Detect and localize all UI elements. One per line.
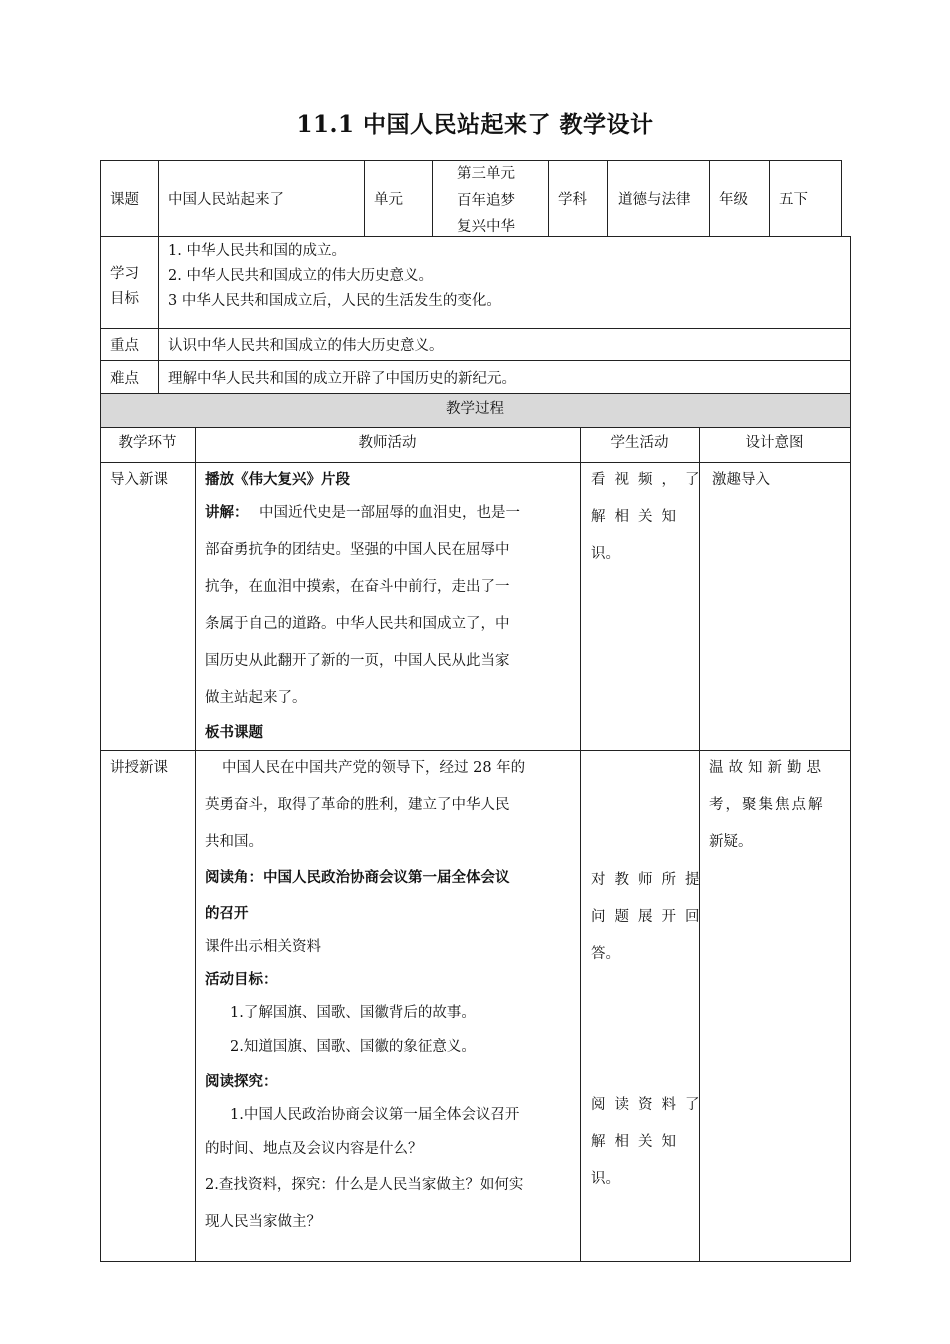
difficulty-label: 难点 [110, 371, 139, 387]
unit-label: 单元 [374, 192, 403, 208]
key-point-label: 重点 [110, 338, 139, 354]
lecture-teacher-line: 1.了解国旗、国歌、国徽背后的故事。 [230, 1005, 476, 1021]
lecture-intent-line: 温故知新勤思 [709, 760, 826, 776]
objective-item: 2. 中华人民共和国成立的伟大历史意义。 [168, 268, 433, 284]
lecture-student-line: 对教师所提 [591, 872, 709, 888]
intro-student-line: 解相关知 [591, 509, 685, 525]
difficulty-value: 理解中华人民共和国的成立开辟了中国历史的新纪元。 [168, 371, 516, 387]
lecture-teacher-line: 现人民当家做主？ [205, 1214, 321, 1230]
intro-student-line: 看视频，了 [591, 472, 709, 488]
lecture-teacher-line: 英勇奋斗，取得了革命的胜利，建立了中华人民 [205, 797, 510, 813]
lecture-teacher-line: 2.查找资料，探究：什么是人民当家做主？如何实 [205, 1177, 524, 1193]
grade-label: 年级 [719, 192, 748, 208]
lecture-intent-line: 新疑。 [709, 834, 753, 850]
intro-teacher-line: 讲解： [205, 504, 249, 521]
intro-teacher-line: 条属于自己的道路。中华人民共和国成立了，中 [205, 616, 510, 632]
intro-teacher-line: 中国近代史是一部屈辱的血泪史，也是一 [259, 505, 520, 521]
lecture-student-line: 问题展开回 [591, 909, 709, 925]
lesson-value: 中国人民站起来了 [168, 192, 284, 208]
lecture-teacher-line: 1.中国人民政治协商会议第一届全体会议召开 [230, 1107, 520, 1123]
lecture-student-line: 识。 [591, 1171, 620, 1187]
column-header-intent: 设计意图 [745, 435, 804, 451]
intro-intent: 激趣导入 [712, 472, 770, 488]
intro-teacher-line: 播放《伟大复兴》片段 [205, 471, 350, 488]
intro-stage: 导入新课 [110, 472, 168, 488]
lecture-stage: 讲授新课 [110, 760, 168, 776]
lesson-label: 课题 [110, 192, 139, 208]
lecture-teacher-line: 阅读角：中国人民政治协商会议第一届全体会议 [205, 869, 510, 886]
unit-value-line-3: 复兴中华 [457, 219, 515, 235]
lecture-teacher-line: 的召开 [205, 905, 249, 922]
objectives-label-line-2: 目标 [110, 291, 139, 307]
lecture-teacher-line: 活动目标： [205, 971, 278, 988]
lecture-teacher-line: 中国人民在中国共产党的领导下，经过 28 年的 [222, 760, 526, 776]
lecture-student-line: 答。 [591, 946, 620, 962]
intro-teacher-line: 板书课题 [205, 724, 263, 741]
unit-value-line-1: 第三单元 [457, 166, 515, 182]
lecture-intent-line: 考，聚集焦点解 [709, 797, 825, 813]
intro-student-line: 识。 [591, 546, 620, 562]
unit-value-line-2: 百年追梦 [457, 193, 515, 209]
lecture-student-line: 阅读资料了 [591, 1097, 709, 1113]
subject-label: 学科 [558, 192, 587, 208]
column-header-stage: 教学环节 [118, 435, 177, 451]
intro-teacher-line: 国历史从此翻开了新的一页，中国人民从此当家 [205, 653, 510, 669]
subject-value: 道德与法律 [618, 192, 691, 208]
intro-teacher-line: 做主站起来了。 [205, 690, 307, 706]
lecture-teacher-line: 的时间、地点及会议内容是什么？ [205, 1141, 423, 1157]
lecture-teacher-line: 课件出示相关资料 [205, 939, 321, 955]
lecture-teacher-line: 阅读探究： [205, 1073, 278, 1090]
intro-teacher-line: 部奋勇抗争的团结史。坚强的中国人民在屈辱中 [205, 542, 510, 558]
lecture-teacher-line: 2.知道国旗、国歌、国徽的象征意义。 [230, 1039, 476, 1055]
document-title: 11.1 中国人民站起来了 教学设计 [296, 111, 654, 138]
lecture-teacher-line: 共和国。 [205, 834, 263, 850]
column-header-student: 学生活动 [610, 435, 669, 451]
lecture-student-line: 解相关知 [591, 1134, 685, 1150]
intro-teacher-line: 抗争，在血泪中摸索，在奋斗中前行，走出了一 [205, 579, 510, 595]
grade-value: 五下 [779, 192, 808, 208]
process-header: 教学过程 [446, 401, 504, 417]
column-header-teacher: 教师活动 [358, 435, 417, 451]
objectives-label-line-1: 学习 [110, 266, 139, 282]
key-point-value: 认识中华人民共和国成立的伟大历史意义。 [168, 338, 444, 354]
objective-item: 3 中华人民共和国成立后，人民的生活发生的变化。 [168, 293, 501, 309]
objective-item: 1. 中华人民共和国的成立。 [168, 243, 346, 259]
